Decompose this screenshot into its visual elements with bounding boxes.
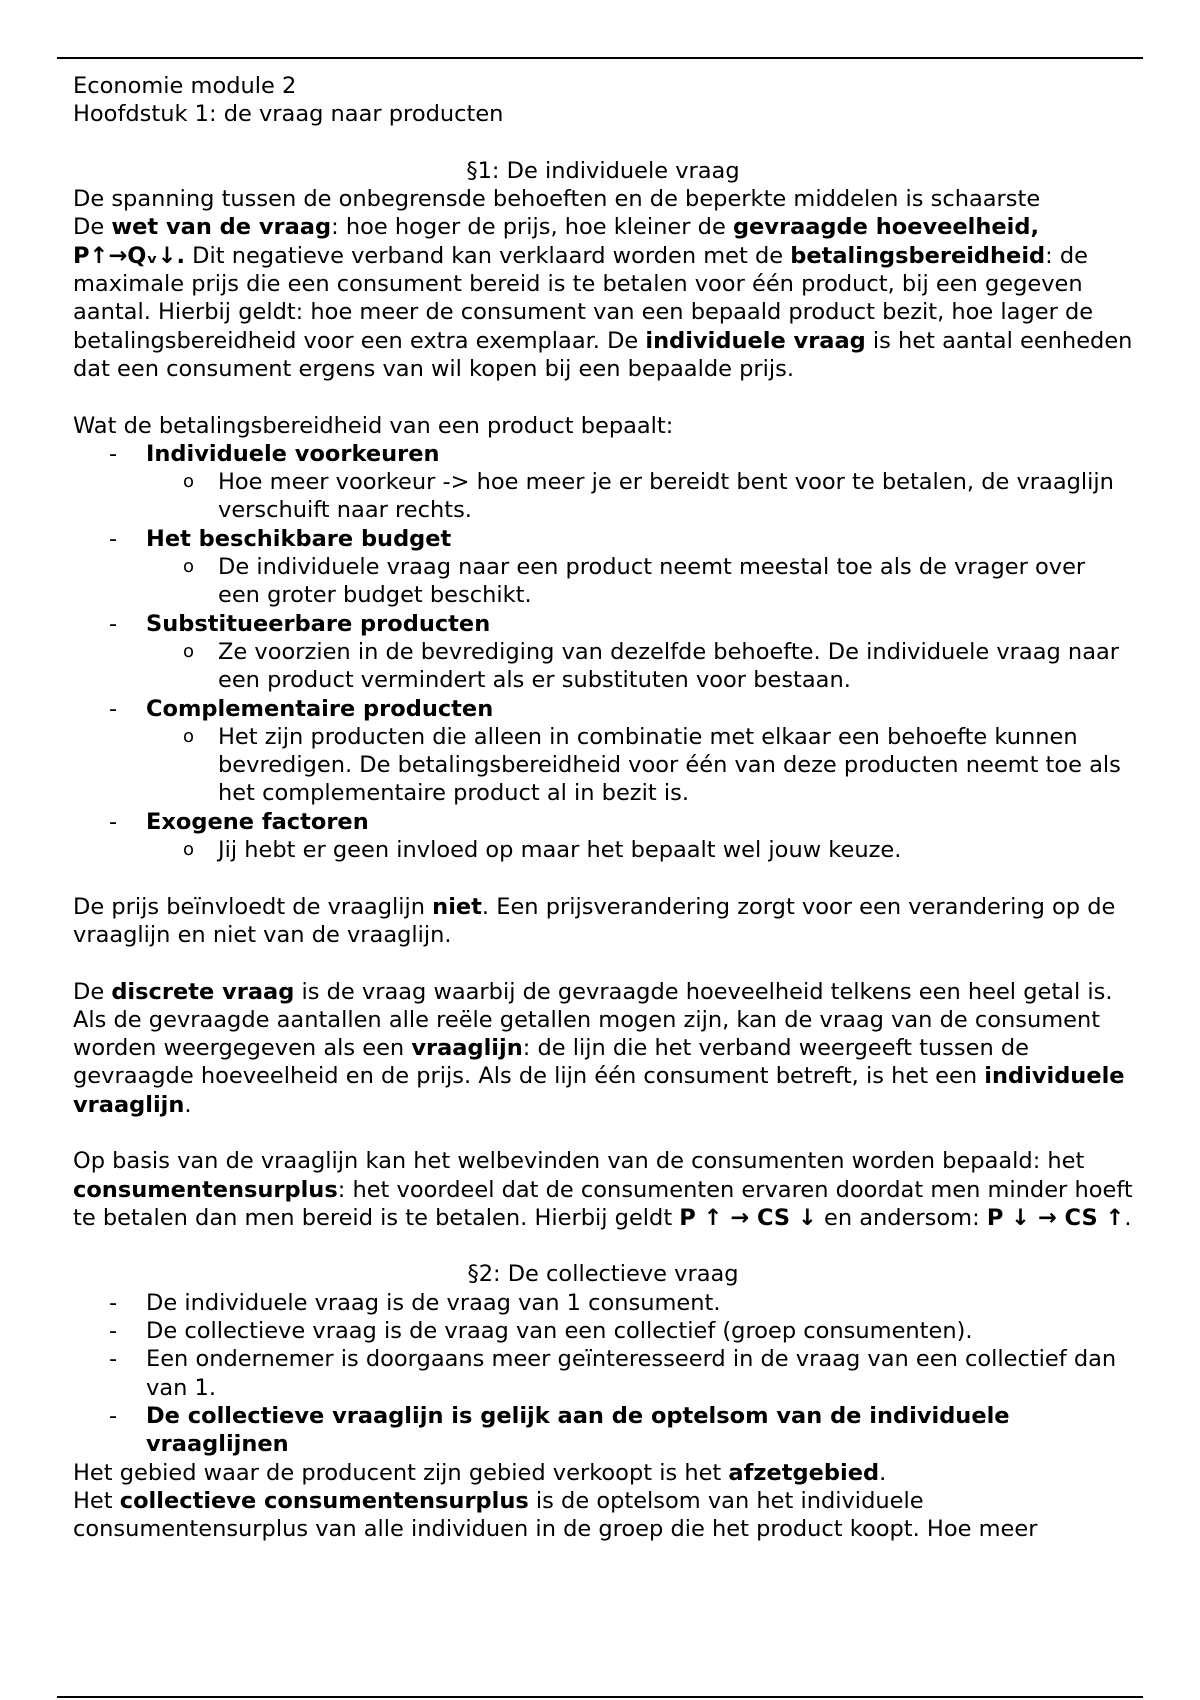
text-run: Dit negatieve verband kan verklaard worden met de — [185, 242, 791, 269]
list-item-title: Individuele voorkeuren — [146, 440, 440, 467]
list-item — [73, 525, 1133, 553]
bullet-dash: - — [109, 1402, 118, 1429]
term-vraaglijn: vraaglijn — [411, 1035, 523, 1062]
list-item — [73, 695, 1133, 723]
text-run: : de lijn die het verband weergeeft tussen de gevraagde hoeveelheid en de prijs. Als de lijn één consument betreft, is het een — [73, 1035, 1030, 1090]
bullet-dash: - — [109, 1289, 118, 1316]
header-rule — [57, 57, 1143, 59]
spacer — [73, 864, 1133, 892]
footer-rule — [57, 1696, 1143, 1698]
consumer-surplus-paragraph — [73, 1147, 1133, 1232]
term-collectieve-consumentensurplus: collectieve consumentensurplus — [119, 1487, 529, 1514]
text-run: . — [879, 1459, 887, 1486]
sub-list-item — [73, 468, 1133, 525]
list-item — [73, 1289, 1133, 1317]
text-run: Op basis van de vraaglijn kan het welbevinden van de consumenten worden bepaald: het — [73, 1148, 1085, 1175]
list-item-title: Exogene factoren — [146, 808, 369, 835]
list-item-text: De collectieve vraaglijn is gelijk aan de optelsom van de individuele vraaglijnen — [146, 1402, 1010, 1458]
bullet-circle: o — [183, 471, 195, 493]
text-run: is het aantal eenheden dat een consument ergens van wil kopen bij een bepaalde prijs. — [73, 327, 1133, 382]
sub-list-item-text: Hoe meer voorkeur -> hoe meer je er bereidt bent voor te betalen, de vraaglijn verschuift naar rechts. — [218, 469, 1114, 524]
spacer — [73, 1232, 1133, 1260]
list-item-text: Een ondernemer is doorgaans meer geïnteresseerd in de vraag van een collectief dan van 1. — [146, 1346, 1117, 1401]
sub-list-item-text: De individuele vraag naar een product neemt meestal toe als de vrager over een groter budget beschikt. — [218, 554, 1086, 609]
formula-price-down: P ↓ → CS ↑ — [986, 1204, 1125, 1231]
section-1-intro-paragraph — [73, 185, 1133, 383]
text-run: : hoe hoger de prijs, hoe kleiner de — [331, 214, 733, 241]
factors-list — [73, 440, 1133, 864]
term-consumentensurplus: consumentensurplus — [73, 1176, 338, 1203]
text-run: . — [1124, 1204, 1132, 1231]
bullet-circle: o — [183, 556, 195, 578]
spacer — [73, 129, 1133, 157]
bullet-dash: - — [109, 1346, 118, 1373]
bullet-circle: o — [183, 725, 195, 747]
bullet-dash: - — [109, 1318, 118, 1345]
term-wet-van-de-vraag: wet van de vraag — [111, 214, 332, 241]
term-betalingsbereidheid: betalingsbereidheid — [790, 242, 1046, 269]
text-run: is de vraag waarbij de gevraagde hoeveelheid telkens een heel getal is. Als de gevraagde aantallen alle reële getallen mogen zijn, kan de vraag van de consument worden weergegeven als een — [73, 978, 1113, 1062]
sub-list-item — [73, 723, 1133, 808]
bullet-circle: o — [183, 839, 195, 861]
formula-price-up: P ↑ → CS ↓ — [679, 1204, 817, 1231]
list-item — [73, 808, 1133, 836]
sub-list-item — [73, 836, 1133, 864]
bullet-dash: - — [109, 440, 118, 467]
sub-list-item — [73, 553, 1133, 610]
text-run: : het voordeel dat de consumenten ervaren doordat men minder hoeft te betalen dan men bereid is te betalen. Hierbij geldt — [73, 1176, 1133, 1231]
list-item — [73, 1345, 1133, 1402]
bullet-circle: o — [183, 640, 195, 662]
text-run: De — [73, 978, 112, 1005]
chapter-title: Hoofdstuk 1: de vraag naar producten — [73, 101, 504, 128]
sub-list-item — [73, 638, 1133, 695]
section-2-heading: §2: De collectieve vraag — [467, 1261, 739, 1288]
term-afzetgebied: afzetgebied — [728, 1459, 880, 1486]
sub-list-item-text: Het zijn producten die alleen in combinatie met elkaar een behoefte kunnen bevredigen. De betalingsbereidheid voor één van deze producten neemt toe als het complementaire product al in bezit is. — [218, 723, 1121, 807]
text-run: Het — [73, 1487, 120, 1514]
list-item — [73, 440, 1133, 468]
term-gevraagde-hoeveelheid: gevraagde hoeveelheid, P↑→Qᵥ↓. — [73, 214, 1040, 269]
text-run: is de optelsom van het individuele consumentensurplus van alle individuen in de groep die het product koopt. Hoe meer — [73, 1487, 1038, 1543]
afzetgebied-paragraph — [73, 1459, 1133, 1487]
list-item — [73, 610, 1133, 638]
bullet-dash: - — [109, 695, 118, 722]
text-run: Het gebied waar de producent zijn gebied verkoopt is het — [73, 1459, 729, 1486]
sub-list-item-text: Jij hebt er geen invloed op maar het bepaalt wel jouw keuze. — [218, 837, 902, 864]
term-individuele-vraag: individuele vraag — [645, 327, 866, 354]
bullet-dash: - — [109, 808, 118, 835]
bullet-dash: - — [109, 610, 118, 637]
list-item — [73, 1402, 1133, 1459]
text-run: De spanning tussen de onbegrensde behoeften en de beperkte middelen is schaarste — [73, 186, 1041, 213]
emphasis-niet: niet — [432, 893, 482, 920]
list-item-title: Het beschikbare budget — [146, 525, 452, 552]
text-run: . — [184, 1091, 192, 1118]
list-item-text: De collectieve vraag is de vraag van een collectief (groep consumenten). — [146, 1318, 973, 1345]
factors-list-intro: Wat de betalingsbereidheid van een product bepaalt: — [73, 412, 674, 439]
text-run: . Een prijsverandering zorgt voor een verandering op de vraaglijn en niet van de vraaglijn. — [73, 893, 1116, 948]
text-run: en andersom: — [816, 1204, 987, 1231]
spacer — [73, 1119, 1133, 1147]
price-paragraph — [73, 893, 1133, 950]
term-discrete-vraag: discrete vraag — [111, 978, 295, 1005]
list-item-text: De individuele vraag is de vraag van 1 consument. — [146, 1289, 721, 1316]
spacer — [73, 949, 1133, 977]
document-title: Economie module 2 — [73, 73, 297, 99]
term-individuele-vraaglijn: individuele vraaglijn — [73, 1063, 1125, 1118]
sub-list-item-text: Ze voorzien in de bevrediging van dezelfde behoefte. De individuele vraag naar een product vermindert als er substituten voor bestaan. — [218, 638, 1120, 694]
text-run: : de maximale prijs die een consument bereid is te betalen voor één product, bij een gegeven aantal. Hierbij geldt: hoe meer de consument van een bepaald product bezit, hoe lager de betalingsbereidheid voor een extra exemplaar. De — [73, 242, 1094, 354]
list-item — [73, 1317, 1133, 1345]
document-body — [73, 72, 1133, 1543]
bullet-dash: - — [109, 525, 118, 552]
list-item-title: Complementaire producten — [146, 695, 494, 722]
collective-list — [73, 1289, 1133, 1459]
collective-surplus-paragraph — [73, 1487, 1133, 1544]
text-run: De — [73, 214, 112, 241]
discrete-demand-paragraph — [73, 978, 1133, 1119]
text-run: De prijs beïnvloedt de vraaglijn — [73, 893, 433, 920]
section-1-heading: §1: De individuele vraag — [466, 157, 740, 184]
list-item-title: Substitueerbare producten — [146, 610, 491, 637]
spacer — [73, 383, 1133, 411]
